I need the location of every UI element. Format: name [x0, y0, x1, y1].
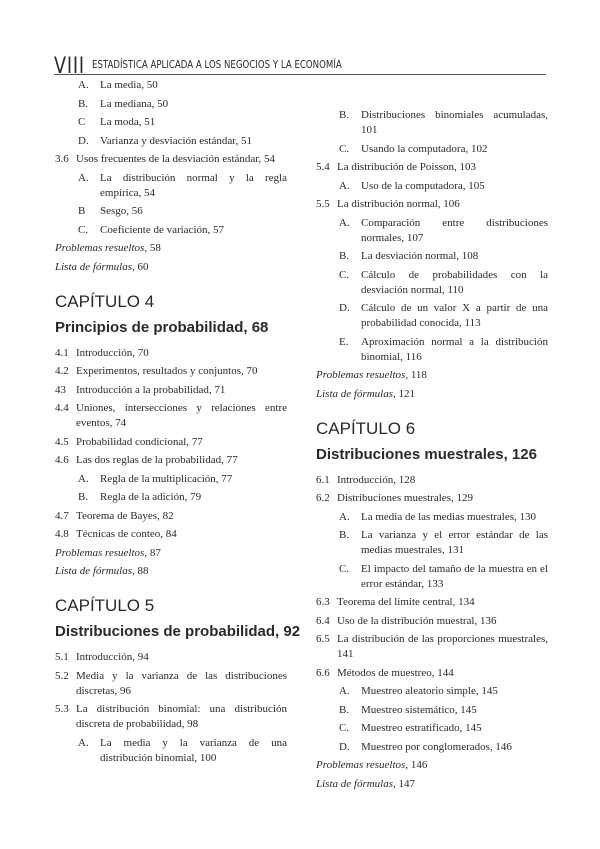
entry-number: C.	[339, 722, 350, 734]
toc-section-entry	[316, 595, 548, 610]
left-column	[55, 78, 301, 769]
chapter-title: Distribuciones de probabilidad, 92	[55, 623, 301, 640]
toc-section-entry	[55, 435, 287, 450]
entry-number: 6.6	[316, 666, 330, 679]
entry-text: Cálculo de probabilidades con la desviación normal, 110	[361, 268, 548, 296]
entry-number: 4.5	[55, 435, 69, 448]
toc-subsection-entry	[316, 108, 548, 138]
toc-subsection-entry	[316, 684, 548, 699]
toc-subsection-entry	[316, 335, 548, 365]
toc-back-matter-entry	[55, 241, 287, 256]
entry-text	[55, 564, 287, 579]
entry-text: Usando la computadora, 102	[361, 142, 488, 155]
entry-number: 6.5	[316, 633, 330, 645]
toc-list	[55, 650, 287, 766]
entry-number: A.	[339, 216, 350, 229]
entry-page: 146	[408, 759, 428, 771]
entry-text: La mediana, 50	[100, 97, 169, 110]
toc-subsection-entry	[316, 301, 548, 331]
entry-text: La varianza y el error estándar de las medias muestrales, 131	[361, 529, 548, 556]
toc-section-entry	[55, 383, 287, 398]
entry-number: A.	[78, 472, 89, 485]
entry-text: Cálculo de un valor X a partir de una probabilidad conocida, 113	[361, 302, 548, 329]
entry-number: 3.6	[55, 153, 69, 165]
entry-text: El impacto del tamaño de la muestra en el error estándar, 133	[361, 562, 548, 590]
entry-number: C	[78, 116, 86, 128]
entry-number: B.	[78, 97, 89, 110]
entry-text: Problemas resueltos,	[316, 759, 409, 771]
toc-section-entry	[316, 160, 548, 175]
entry-number: 5.3	[55, 703, 69, 715]
entry-text: Usos frecuentes de la desviación estándar, 54	[76, 153, 276, 165]
entry-text: Problemas resueltos,	[316, 369, 409, 381]
entry-text: Coeficiente de variación, 57	[100, 223, 225, 236]
toc-back-matter-entry	[316, 368, 548, 383]
toc-subsection-entry	[316, 216, 548, 246]
running-header	[54, 54, 546, 79]
entry-number: B.	[339, 250, 350, 262]
chapter-label: CAPÍTULO 6	[316, 418, 416, 438]
toc-section-entry	[55, 152, 287, 167]
toc-subsection-entry	[316, 249, 548, 264]
entry-number: 4.2	[55, 365, 69, 377]
toc-subsection-entry	[55, 78, 287, 93]
toc-subsection-entry	[316, 721, 548, 736]
chapter-label: CAPÍTULO 5	[55, 596, 155, 615]
entry-text: Introducción a la probabilidad, 71	[76, 383, 226, 396]
entry-text	[55, 241, 287, 256]
toc-list	[316, 473, 548, 792]
entry-number: B	[78, 205, 86, 217]
entry-text: Uniones, intersecciones y relaciones entre eventos, 74	[76, 402, 287, 429]
entry-text: Lista de fórmulas,	[55, 565, 135, 577]
toc-section-entry	[316, 632, 548, 662]
entry-number: 5.5	[316, 198, 330, 210]
entry-text: Experimentos, resultados y conjuntos, 70	[76, 365, 258, 377]
entry-number: A.	[78, 79, 89, 91]
entry-number: A.	[339, 179, 350, 192]
entry-text: Lista de fórmulas,	[316, 777, 396, 790]
entry-number: C.	[78, 223, 89, 236]
entry-number: 5.1	[55, 651, 69, 663]
toc-subsection-entry	[316, 142, 548, 157]
toc-section-entry	[316, 666, 548, 681]
entry-number: 6.2	[316, 492, 330, 504]
toc-back-matter-entry	[55, 260, 287, 275]
toc-section-entry	[55, 453, 287, 468]
entry-text: Introducción, 94	[76, 651, 149, 663]
toc-back-matter-entry	[316, 758, 548, 773]
entry-text: La media de las medias muestrales, 130	[361, 510, 537, 523]
toc-list	[316, 108, 548, 402]
entry-number: E.	[339, 335, 349, 348]
entry-text: La distribución normal y la regla empírica, 54	[100, 171, 287, 199]
entry-number: C.	[339, 562, 350, 575]
toc-subsection-entry	[55, 223, 287, 238]
toc-back-matter-entry	[55, 546, 287, 561]
entry-page: 58	[147, 242, 161, 254]
toc-subsection-entry	[316, 510, 548, 525]
toc-section-entry	[55, 702, 287, 732]
entry-text: La desviación normal, 108	[361, 250, 479, 262]
toc-list	[55, 78, 287, 275]
page-number: VIII	[54, 54, 85, 79]
entry-number: C.	[339, 142, 350, 155]
chapter-title: Distribuciones muestrales, 126	[316, 445, 537, 463]
toc-subsection-entry	[316, 268, 548, 298]
entry-number: B.	[339, 109, 350, 121]
entry-text: La distribución de las proporciones muestrales, 141	[337, 633, 548, 660]
entry-number: D.	[339, 302, 350, 314]
entry-text: Distribuciones binomiales acumuladas, 101	[361, 109, 548, 136]
toc-section-entry	[316, 614, 548, 629]
toc-back-matter-entry	[316, 777, 548, 792]
entry-number: A.	[78, 736, 89, 749]
entry-text: Aproximación normal a la distribución binomial, 116	[361, 335, 548, 363]
entry-page: 60	[134, 260, 149, 273]
entry-number: 4.1	[55, 346, 69, 359]
entry-number: B.	[339, 529, 350, 541]
entry-number: 6.3	[316, 596, 330, 608]
toc-section-entry	[55, 669, 287, 699]
entry-text	[316, 777, 548, 792]
entry-text: Sesgo, 56	[100, 205, 143, 217]
toc-subsection-entry	[55, 97, 287, 112]
entry-number: B.	[78, 491, 89, 503]
toc-subsection-entry	[55, 472, 287, 487]
entry-text: Técnicas de conteo, 84	[76, 528, 177, 540]
toc-subsection-entry	[55, 204, 287, 219]
toc-subsection-entry	[55, 134, 287, 149]
chapter-label: CAPÍTULO 4	[55, 291, 155, 311]
toc-back-matter-entry	[55, 564, 287, 579]
entry-text: Distribuciones muestrales, 129	[337, 492, 473, 504]
entry-page: 118	[408, 369, 427, 381]
entry-text: Regla de la adición, 79	[100, 491, 202, 503]
toc-section-entry	[316, 197, 548, 212]
toc-section-entry	[55, 527, 287, 542]
entry-text: Comparación entre distribuciones normales, 107	[361, 216, 548, 244]
toc-subsection-entry	[316, 179, 548, 194]
entry-text: Problemas resueltos,	[55, 546, 148, 559]
running-title: ESTADÍSTICA APLICADA A LOS NEGOCIOS Y LA ECONOMÍA	[92, 59, 342, 71]
entry-number: C.	[339, 268, 350, 281]
entry-text: La distribución de Poisson, 103	[337, 161, 477, 173]
entry-number: B.	[339, 703, 350, 716]
entry-page: 87	[147, 546, 161, 559]
entry-page: 147	[395, 777, 416, 790]
entry-number: D.	[78, 134, 89, 147]
toc-subsection-entry	[316, 740, 548, 755]
entry-text: Regla de la multiplicación, 77	[100, 472, 233, 485]
entry-page: 121	[395, 387, 416, 400]
entry-text: Teorema del límite central, 134	[337, 596, 475, 608]
toc-list	[55, 346, 287, 580]
entry-text: Muestreo por conglomerados, 146	[361, 740, 512, 753]
entry-number: A.	[339, 510, 350, 523]
toc-subsection-entry	[316, 562, 548, 592]
entry-text: Teorema de Bayes, 82	[76, 509, 174, 522]
entry-text: La distribución binomial: una distribución discreta de probabilidad, 98	[76, 703, 287, 730]
entry-number: A.	[78, 171, 89, 184]
entry-text	[55, 546, 287, 561]
entry-text: Lista de fórmulas,	[55, 260, 135, 273]
entry-text: Introducción, 70	[76, 346, 149, 359]
entry-number: 4.8	[55, 528, 69, 540]
entry-text: Media y la varianza de las distribuciones discretas, 96	[76, 669, 287, 697]
entry-number: 5.4	[316, 161, 330, 173]
toc-section-entry	[316, 473, 548, 488]
entry-text	[316, 368, 548, 383]
entry-page: 88	[134, 565, 149, 577]
toc-section-entry	[55, 650, 287, 665]
entry-number: 43	[55, 383, 66, 396]
chapter-title: Principios de probabilidad, 68	[55, 318, 269, 336]
entry-number: 4.4	[55, 402, 69, 414]
toc-subsection-entry	[55, 171, 287, 201]
entry-text: Uso de la distribución muestral, 136	[337, 614, 497, 627]
entry-text: La media, 50	[100, 79, 158, 91]
toc-section-entry	[55, 364, 287, 379]
entry-number: 6.4	[316, 614, 330, 627]
entry-text: Métodos de muestreo, 144	[337, 666, 454, 679]
entry-text: Muestreo aleatorio simple, 145	[361, 685, 498, 697]
toc-back-matter-entry	[316, 387, 548, 402]
toc-section-entry	[55, 509, 287, 524]
toc-subsection-entry	[55, 115, 287, 130]
entry-text: Uso de la computadora, 105	[361, 179, 485, 192]
entry-text: Muestreo estratificado, 145	[361, 722, 482, 734]
entry-text: La moda, 51	[100, 116, 156, 128]
entry-text: Varianza y desviación estándar, 51	[100, 134, 252, 147]
toc-section-entry	[316, 491, 548, 506]
entry-text: Problemas resueltos,	[55, 242, 148, 254]
entry-text: La distribución normal, 106	[337, 198, 460, 210]
entry-number: 4.6	[55, 454, 69, 466]
entry-number: 6.1	[316, 473, 330, 486]
entry-text: Muestreo sistemático, 145	[361, 703, 477, 716]
entry-text	[55, 260, 287, 275]
toc-subsection-entry	[55, 490, 287, 505]
entry-text	[316, 387, 548, 402]
entry-text: Lista de fórmulas,	[316, 387, 396, 400]
entry-text: Introducción, 128	[337, 473, 416, 486]
toc-section-entry	[55, 401, 287, 431]
entry-text: Probabilidad condicional, 77	[76, 435, 203, 448]
entry-number: D.	[339, 740, 350, 753]
entry-text: Las dos reglas de la probabilidad, 77	[76, 454, 238, 466]
toc-section-entry	[55, 346, 287, 361]
entry-number: 4.7	[55, 509, 69, 522]
entry-number: 5.2	[55, 669, 69, 682]
entry-number: A.	[339, 685, 350, 697]
toc-subsection-entry	[55, 736, 287, 766]
right-column	[316, 108, 548, 795]
toc-subsection-entry	[316, 703, 548, 718]
toc-subsection-entry	[316, 528, 548, 558]
entry-text: La media y la varianza de una distribución binomial, 100	[100, 736, 287, 764]
entry-text	[316, 758, 548, 773]
